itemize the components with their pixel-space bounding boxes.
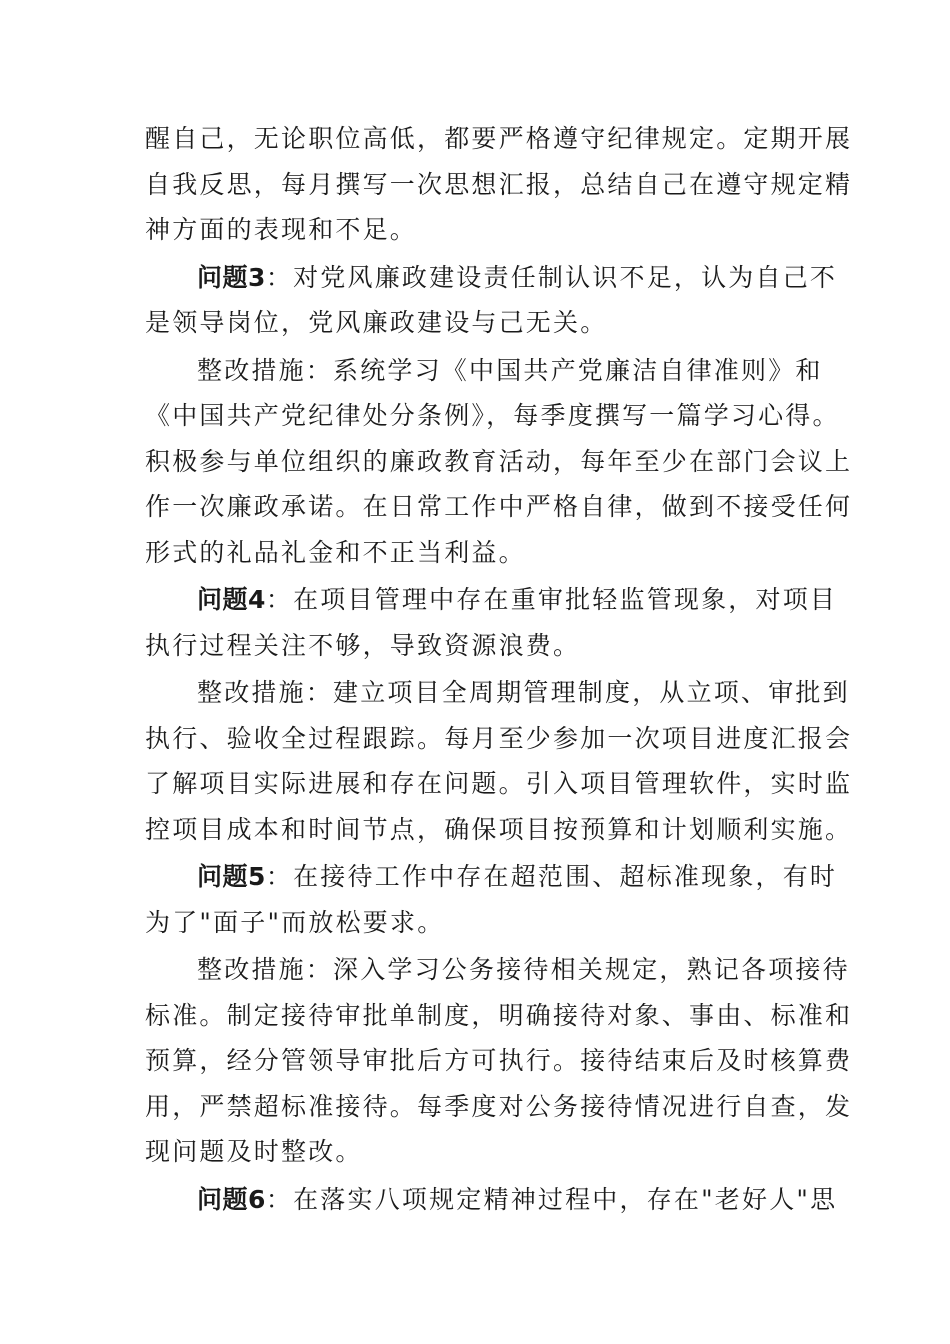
text-line: 用，严禁超标准接待。每季度对公务接待情况进行自查，发 [145,1091,853,1121]
paragraph-problem-4 [145,577,838,668]
text-line: 自我反思，每月撰写一次思想汇报，总结自己在遵守规定精 [145,169,853,199]
paragraph-measure-4 [145,670,853,852]
problem-label: 问题4 [197,585,266,614]
paragraph-problem-3 [145,255,838,346]
text-line [145,1177,838,1223]
paragraph-continuation [145,116,853,253]
problem-text: ：在接待工作中存在超范围、超标准现象，有时 [265,862,838,891]
paragraph-measure-5 [145,947,853,1175]
text-line: 神方面的表现和不足。 [145,215,418,244]
text-line: 醒自己，无论职位高低，都要严格遵守纪律规定。定期开展 [145,124,853,153]
paragraph-problem-5 [145,854,838,945]
text-line: 为了"面子"而放松要求。 [145,907,445,937]
text-line: 现问题及时整改。 [145,1137,363,1166]
text-line [145,255,838,301]
problem-label: 问题3 [197,262,266,292]
text-line: 标准。制定接待审批单制度，明确接待对象、事由、标准和 [145,1000,853,1030]
text-line: 整改措施：建立项目全周期管理制度，从立项、审批到 [197,678,850,707]
problem-label: 问题5 [197,862,266,891]
problem-text: ：对党风廉政建设责任制认识不足，认为自己不 [265,262,838,292]
text-line: 整改措施：系统学习《中国共产党廉洁自律准则》和 [197,355,823,385]
paragraph-problem-6 [145,1177,838,1223]
text-line: 控项目成本和时间节点，确保项目按预算和计划顺利实施。 [145,814,853,844]
document-body [145,116,853,1224]
text-line [145,854,838,900]
text-line: 《中国共产党纪律处分条例》，每季度撰写一篇学习心得。 [145,401,840,430]
problem-label: 问题6 [197,1184,266,1214]
text-line: 整改措施：深入学习公务接待相关规定，熟记各项接待 [197,955,850,984]
problem-text: ：在项目管理中存在重审批轻监管现象，对项目 [265,585,838,614]
text-line: 预算，经分管领导审批后方可执行。接待结束后及时核算费 [145,1046,853,1075]
text-line: 执行过程关注不够，导致资源浪费。 [145,630,581,660]
text-line: 积极参与单位组织的廉政教育活动，每年至少在部门会议上 [145,446,853,476]
text-line: 了解项目实际进展和存在问题。引入项目管理软件，实时监 [145,769,853,798]
problem-text: ：在落实八项规定精神过程中，存在"老好人"思 [265,1184,838,1214]
paragraph-measure-3 [145,348,853,576]
text-line: 作一次廉政承诺。在日常工作中严格自律，做到不接受任何 [145,492,853,521]
text-line: 执行、验收全过程跟踪。每月至少参加一次项目进度汇报会 [145,723,853,753]
text-line: 形式的礼品礼金和不正当利益。 [145,537,526,567]
text-line: 是领导岗位，党风廉政建设与己无关。 [145,308,608,337]
text-line [145,577,838,623]
